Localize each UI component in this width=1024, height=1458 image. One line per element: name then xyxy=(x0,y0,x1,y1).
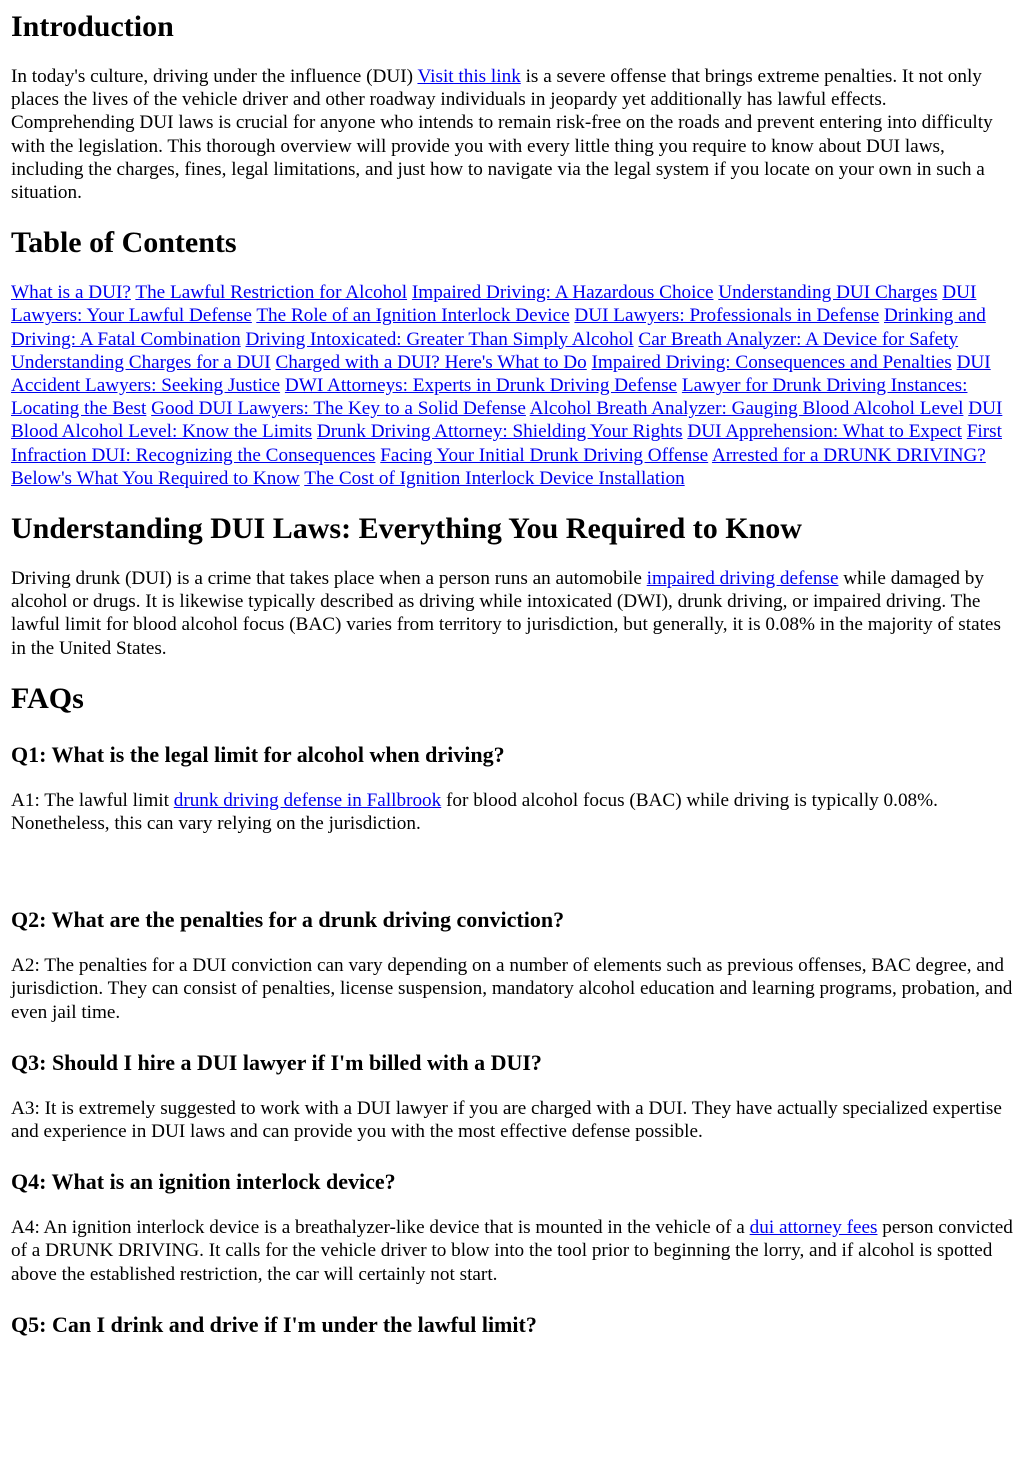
faq-answer-2: A2: The penalties for a DUI conviction can vary depending on a number of elements such as previous offenses, BAC degree, and jurisdiction. They can consist of penalties, license suspension, mandatory alcohol education and learning programs, probation, and even jail time. xyxy=(11,955,1013,1023)
drunk-driving-defense-fallbrook-link[interactable]: drunk driving defense in Fallbrook xyxy=(173,789,442,811)
toc-link-list xyxy=(11,281,1013,490)
toc-link[interactable]: The Role of an Ignition Interlock Device xyxy=(256,305,570,327)
intro-text-after: is a severe offense that brings extreme penalties. It not only places the lives of the vehicle driver and other roadway individuals in jeopardy yet additionally has lawful effects. Comprehending DUI laws is crucial for anyone who intends to remain risk-free on the roads and prevent entering into difficulty with the legislation. This thorough overview will provide you with every little thing you require to know about DUI laws, including the charges, fines, legal limitations, and just how to navigate via the legal system if you locate on your own in such a situation. xyxy=(11,66,993,204)
faq-answer-1 xyxy=(11,789,1013,835)
toc-link[interactable]: DUI Apprehension: What to Expect xyxy=(687,421,962,443)
toc-link[interactable]: DUI Accident Lawyers: Seeking Justice xyxy=(11,351,991,397)
faq-answer-3: A3: It is extremely suggested to work with a DUI lawyer if you are charged with a DUI. They have actually specialized expertise and experience in DUI laws and can provide you with the most effective defense possible. xyxy=(11,1097,1002,1143)
faq-question-5: Q5: Can I drink and drive if I'm under the lawful limit? xyxy=(11,1311,537,1337)
faq-answer-4 xyxy=(11,1216,1013,1286)
toc-link[interactable]: Facing Your Initial Drunk Driving Offense xyxy=(380,444,709,466)
intro-paragraph xyxy=(11,65,1013,204)
understanding-text-before: Driving drunk (DUI) is a crime that takes place when a person runs an automobile xyxy=(11,568,647,590)
toc-link[interactable]: DUI Blood Alcohol Level: Know the Limits xyxy=(11,398,1003,443)
understanding-text-after: while damaged by alcohol or drugs. It is likewise typically described as driving while intoxicated (DWI), drunk driving, or impaired driving. The lawful limit for blood alcohol focus (BAC) varies from territory to jurisdiction, but generally, it is 0.08% in the majority of states in the United States. xyxy=(11,568,1001,659)
faqs-heading: FAQs xyxy=(11,681,84,715)
toc-link[interactable]: Driving Intoxicated: Greater Than Simply Alcohol xyxy=(245,328,634,350)
toc-link[interactable]: Understanding DUI Charges xyxy=(718,282,938,304)
toc-link[interactable]: Arrested for a DRUNK DRIVING? Below's What You Required to Know xyxy=(11,444,986,489)
faq-answer-4-after: person convicted of a DRUNK DRIVING. It calls for the vehicle driver to blow into the tool prior to beginning the lorry, and if alcohol is spotted above the established restriction, the car will certainly not start. xyxy=(11,1217,1013,1285)
toc-link[interactable]: Car Breath Analyzer: A Device for Safety xyxy=(638,328,959,350)
impaired-driving-defense-link[interactable]: impaired driving defense xyxy=(646,568,839,590)
intro-heading: Introduction xyxy=(11,10,174,43)
faq-question-1: Q1: What is the legal limit for alcohol when driving? xyxy=(11,741,505,767)
toc-link[interactable]: Drinking and Driving: A Fatal Combination xyxy=(11,305,986,350)
faq-answer-1-before: A1: The lawful limit xyxy=(11,789,174,811)
dui-attorney-fees-link[interactable]: dui attorney fees xyxy=(749,1217,878,1239)
article xyxy=(0,10,1024,1338)
toc-link[interactable]: What is a DUI? xyxy=(11,282,131,304)
toc-link[interactable]: Drunk Driving Attorney: Shielding Your Rights xyxy=(316,421,683,443)
toc-link[interactable]: DUI Lawyers: Professionals in Defense xyxy=(574,305,880,327)
faq-question-4: Q4: What is an ignition interlock device? xyxy=(11,1169,396,1195)
toc-link[interactable]: First Infraction DUI: Recognizing the Consequences xyxy=(11,421,1002,466)
toc-link[interactable]: DWI Attorneys: Experts in Drunk Driving Defense xyxy=(284,375,678,397)
toc-link[interactable]: Alcohol Breath Analyzer: Gauging Blood Alcohol Level xyxy=(529,398,964,420)
toc-heading: Table of Contents xyxy=(11,226,237,260)
toc-link[interactable]: Impaired Driving: A Hazardous Choice xyxy=(411,282,714,304)
faq-answer-4-before: A4: An ignition interlock device is a breathalyzer-like device that is mounted in the vehicle of a xyxy=(11,1217,750,1239)
toc-link[interactable]: DUI Lawyers: Your Lawful Defense xyxy=(11,282,977,327)
toc-link[interactable]: The Cost of Ignition Interlock Device Installation xyxy=(304,467,685,489)
faq-answer-1-after: for blood alcohol focus (BAC) while driving is typically 0.08%. Nonetheless, this can vary relying on the jurisdiction. xyxy=(11,789,938,835)
toc-link[interactable]: Understanding Charges for a DUI xyxy=(11,351,271,373)
toc-link[interactable]: Lawyer for Drunk Driving Instances: Locating the Best xyxy=(11,375,968,420)
understanding-heading: Understanding DUI Laws: Everything You Required to Know xyxy=(11,512,802,546)
faq-question-3: Q3: Should I hire a DUI lawyer if I'm billed with a DUI? xyxy=(11,1049,542,1075)
toc-link[interactable]: Good DUI Lawyers: The Key to a Solid Defense xyxy=(151,398,526,420)
understanding-paragraph xyxy=(11,567,1013,660)
visit-link[interactable]: Visit this link xyxy=(417,66,521,87)
toc-link[interactable]: The Lawful Restriction for Alcohol xyxy=(135,282,408,304)
toc-link[interactable]: Charged with a DUI? Here's What to Do xyxy=(275,351,587,373)
faq-question-2: Q2: What are the penalties for a drunk driving conviction? xyxy=(11,907,565,933)
intro-text-before: In today's culture, driving under the influence (DUI) xyxy=(11,66,418,87)
toc-link[interactable]: Impaired Driving: Consequences and Penalties xyxy=(591,351,952,373)
